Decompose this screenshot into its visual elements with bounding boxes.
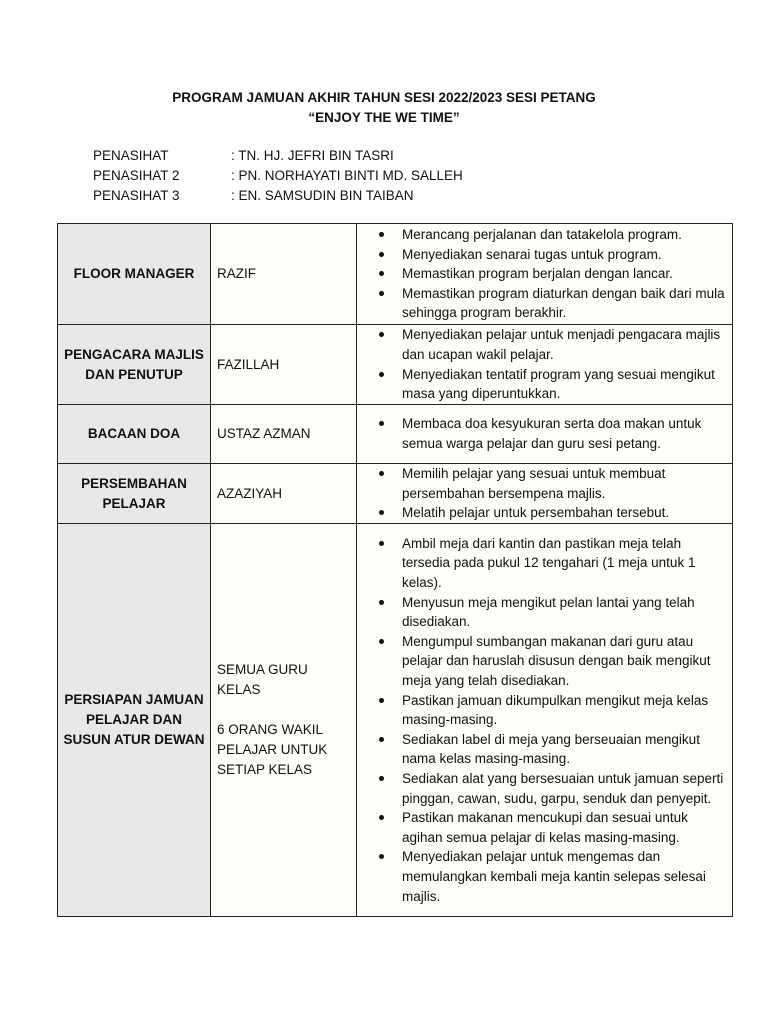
- table-row: [58, 325, 733, 405]
- list-item: Melatih pelajar untuk persembahan tersebut.: [357, 503, 728, 523]
- duty-table: [57, 223, 733, 917]
- tasks-cell: [357, 405, 733, 464]
- role-cell: BACAAN DOA: [58, 405, 211, 464]
- spacer: [217, 700, 350, 720]
- role-cell: PERSEMBAHAN PELAJAR: [58, 464, 211, 524]
- task-list: [357, 225, 728, 323]
- list-item: Menyediakan pelajar untuk mengemas dan memulangkan kembali meja kantin selepas selesai majlis.: [357, 847, 728, 906]
- list-item: Merancang perjalanan dan tatakelola program.: [357, 225, 728, 245]
- list-item: Memastikan program diaturkan dengan baik dari mula sehingga program berakhir.: [357, 284, 728, 323]
- advisor-name: : PN. NORHAYATI BINTI MD. SALLEH: [231, 168, 463, 183]
- person-cell: AZAZIYAH: [211, 464, 357, 524]
- person-cell: USTAZ AZMAN: [211, 405, 357, 464]
- document-title: [0, 88, 768, 128]
- list-item: Menyediakan senarai tugas untuk program.: [357, 245, 728, 265]
- list-item: Pastikan makanan mencukupi dan sesuai untuk agihan semua pelajar di kelas masing-masing.: [357, 808, 728, 847]
- list-item: Pastikan jamuan dikumpulkan mengikut meja kelas masing-masing.: [357, 691, 728, 730]
- advisor-role: PENASIHAT 3: [93, 188, 180, 203]
- table-row: [58, 464, 733, 524]
- advisor-row: [93, 146, 463, 166]
- person-cell: RAZIF: [211, 224, 357, 325]
- task-list: [357, 325, 728, 403]
- tasks-cell: [357, 524, 733, 917]
- list-item: Membaca doa kesyukuran serta doa makan untuk semua warga pelajar dan guru sesi petang.: [357, 414, 728, 453]
- person-cell: [211, 524, 357, 917]
- task-list: [357, 464, 728, 523]
- list-item: Memilih pelajar yang sesuai untuk membuat persembahan bersempena majlis.: [357, 464, 728, 503]
- list-item: Menyediakan tentatif program yang sesuai mengikut masa yang diperuntukkan.: [357, 365, 728, 404]
- task-list: [357, 414, 728, 453]
- advisor-row: [93, 186, 463, 206]
- title-line-2: “ENJOY THE WE TIME”: [308, 110, 460, 125]
- task-list: [357, 534, 728, 906]
- list-item: Menyusun meja mengikut pelan lantai yang telah disediakan.: [357, 593, 728, 632]
- person-line-2: 6 ORANG WAKIL PELAJAR UNTUK SETIAP KELAS: [217, 722, 328, 777]
- role-cell: PENGACARA MAJLIS DAN PENUTUP: [58, 325, 211, 405]
- role-cell: PERSIAPAN JAMUAN PELAJAR DAN SUSUN ATUR DEWAN: [58, 524, 211, 917]
- advisor-row: [93, 166, 463, 186]
- list-item: Memastikan program berjalan dengan lancar.: [357, 264, 728, 284]
- list-item: Ambil meja dari kantin dan pastikan meja telah tersedia pada pukul 12 tengahari (1 meja untuk 1 kelas).: [357, 534, 728, 593]
- advisor-role: PENASIHAT: [93, 148, 169, 163]
- person-line-1: SEMUA GURU KELAS: [217, 662, 308, 697]
- advisors-list: [93, 146, 463, 206]
- table-row: [58, 224, 733, 325]
- table-row: [58, 405, 733, 464]
- list-item: Menyediakan pelajar untuk menjadi pengacara majlis dan ucapan wakil pelajar.: [357, 325, 728, 364]
- list-item: Sediakan label di meja yang berseuaian mengikut nama kelas masing-masing.: [357, 730, 728, 769]
- list-item: Sediakan alat yang bersesuaian untuk jamuan seperti pinggan, cawan, sudu, garpu, senduk dan penyepit.: [357, 769, 728, 808]
- advisor-name: : EN. SAMSUDIN BIN TAIBAN: [231, 188, 414, 203]
- person-cell: FAZILLAH: [211, 325, 357, 405]
- table-row: [58, 524, 733, 917]
- advisor-name: : TN. HJ. JEFRI BIN TASRI: [231, 148, 394, 163]
- tasks-cell: [357, 325, 733, 405]
- advisor-role: PENASIHAT 2: [93, 168, 180, 183]
- role-cell: FLOOR MANAGER: [58, 224, 211, 325]
- tasks-cell: [357, 464, 733, 524]
- title-line-1: PROGRAM JAMUAN AKHIR TAHUN SESI 2022/2023 SESI PETANG: [172, 90, 596, 105]
- tasks-cell: [357, 224, 733, 325]
- list-item: Mengumpul sumbangan makanan dari guru atau pelajar dan haruslah disusun dengan baik mengikut meja yang telah disediakan.: [357, 632, 728, 691]
